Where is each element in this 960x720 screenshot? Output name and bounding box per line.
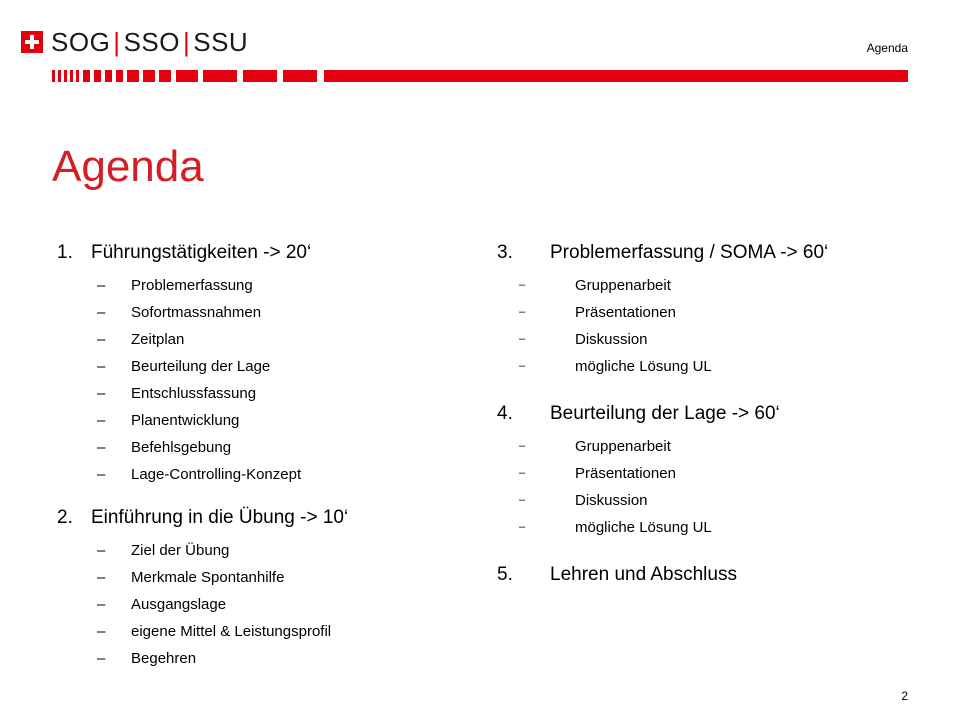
agenda-subitem-label: mögliche Lösung UL: [575, 519, 712, 536]
dash-bullet-icon: –: [97, 304, 106, 321]
agenda-subitem: [97, 618, 457, 645]
agenda-subitem: [519, 460, 917, 487]
agenda-item: [497, 562, 917, 588]
agenda-subitem: [97, 326, 457, 353]
agenda-subitem-label: Problemerfassung: [131, 277, 253, 294]
agenda-subitem-label: Ziel der Übung: [131, 542, 230, 559]
agenda-subitem-label: Diskussion: [575, 492, 648, 509]
page-title: Agenda: [52, 142, 204, 191]
agenda-subitem: [519, 514, 917, 541]
header-stripe-bar: [52, 70, 908, 82]
dash-bullet-icon: –: [519, 494, 526, 506]
agenda-subitem-label: Befehlsgebung: [131, 439, 232, 456]
agenda-subitem-label: eigene Mittel & Leistungsprofil: [131, 623, 332, 640]
agenda-item-label: Beurteilung der Lage -> 60‘: [550, 403, 780, 424]
agenda-subitem-label: mögliche Lösung UL: [575, 358, 712, 375]
agenda-subitem-label: Beurteilung der Lage: [131, 358, 271, 375]
agenda-subitem: [97, 564, 457, 591]
agenda-subitem: [519, 326, 917, 353]
agenda-subitem: [519, 299, 917, 326]
agenda-subitem: [97, 380, 457, 407]
logo-part-sog: SOG: [51, 26, 111, 57]
agenda-item-label: Problemerfassung / SOMA -> 60‘: [550, 242, 829, 263]
dash-bullet-icon: –: [97, 439, 106, 456]
sog-logo: [21, 26, 249, 57]
agenda-item: [497, 401, 917, 427]
dash-bullet-icon: –: [97, 569, 106, 586]
agenda-subitem-list: [497, 272, 917, 380]
dash-bullet-icon: –: [519, 467, 526, 479]
dash-bullet-icon: –: [97, 650, 106, 667]
agenda-subitem-label: Zeitplan: [131, 331, 185, 348]
agenda-item: [57, 240, 457, 266]
dash-bullet-icon: –: [97, 358, 106, 375]
dash-bullet-icon: –: [519, 333, 526, 345]
agenda-subitem-label: Präsentationen: [575, 304, 676, 321]
logo-part-ssu: SSU: [193, 26, 249, 57]
dash-bullet-icon: –: [97, 331, 106, 348]
agenda-subitem-label: Ausgangslage: [131, 596, 227, 613]
agenda-item-label: Lehren und Abschluss: [550, 564, 737, 585]
dash-bullet-icon: –: [519, 360, 526, 372]
agenda-subitem-label: Entschlussfassung: [131, 385, 257, 402]
agenda-right-column: [497, 240, 917, 588]
agenda-item-number: 3.: [497, 242, 513, 263]
agenda-subitem: [519, 353, 917, 380]
dash-bullet-icon: –: [519, 279, 526, 291]
agenda-subitem-label: Sofortmassnahmen: [131, 304, 262, 321]
agenda-item-label: Führungstätigkeiten -> 20‘: [91, 242, 312, 263]
dash-bullet-icon: –: [97, 542, 106, 559]
agenda-item-number: 4.: [497, 403, 513, 424]
swiss-cross-icon: [21, 31, 43, 53]
page-number: 2: [901, 689, 908, 703]
agenda-subitem: [97, 461, 457, 488]
agenda-item: [57, 505, 457, 531]
agenda-item-number: 5.: [497, 564, 513, 585]
dash-bullet-icon: –: [519, 306, 526, 318]
agenda-subitem-label: Präsentationen: [575, 465, 676, 482]
agenda-subitem: [97, 591, 457, 618]
agenda-subitem: [519, 487, 917, 514]
agenda-item-number: 1.: [57, 242, 73, 263]
agenda-item-number: 2.: [57, 507, 73, 528]
agenda-subitem-label: Gruppenarbeit: [575, 277, 671, 294]
agenda-subitem: [97, 353, 457, 380]
agenda-subitem-list: [57, 272, 457, 488]
dash-bullet-icon: –: [97, 412, 106, 429]
logo-part-sso: SSO: [123, 26, 180, 57]
agenda-subitem: [97, 645, 457, 672]
dash-bullet-icon: –: [97, 596, 106, 613]
dash-bullet-icon: –: [519, 521, 526, 533]
agenda-item-label: Einführung in die Übung -> 10‘: [91, 507, 349, 528]
agenda-subitem-label: Lage-Controlling-Konzept: [131, 466, 302, 483]
agenda-subitem: [97, 299, 457, 326]
agenda-item: [497, 240, 917, 266]
logo-text: SOG | SSO | SSU: [51, 26, 249, 57]
agenda-subitem-label: Diskussion: [575, 331, 648, 348]
agenda-subitem-list: [497, 433, 917, 541]
dash-bullet-icon: –: [97, 623, 106, 640]
agenda-subitem-label: Begehren: [131, 650, 197, 667]
agenda-subitem: [97, 537, 457, 564]
agenda-subitem-label: Gruppenarbeit: [575, 438, 671, 455]
dash-bullet-icon: –: [97, 466, 106, 483]
agenda-subitem: [97, 434, 457, 461]
agenda-left-column: [57, 240, 457, 672]
agenda-subitem: [97, 272, 457, 299]
dash-bullet-icon: –: [97, 277, 106, 294]
dash-bullet-icon: –: [97, 385, 106, 402]
agenda-subitem-label: Planentwicklung: [131, 412, 240, 429]
agenda-subitem-label: Merkmale Spontanhilfe: [131, 569, 285, 586]
header-section-label: Agenda: [866, 41, 908, 55]
agenda-subitem: [519, 433, 917, 460]
agenda-subitem-list: [57, 537, 457, 672]
agenda-subitem: [97, 407, 457, 434]
agenda-subitem: [519, 272, 917, 299]
dash-bullet-icon: –: [519, 440, 526, 452]
